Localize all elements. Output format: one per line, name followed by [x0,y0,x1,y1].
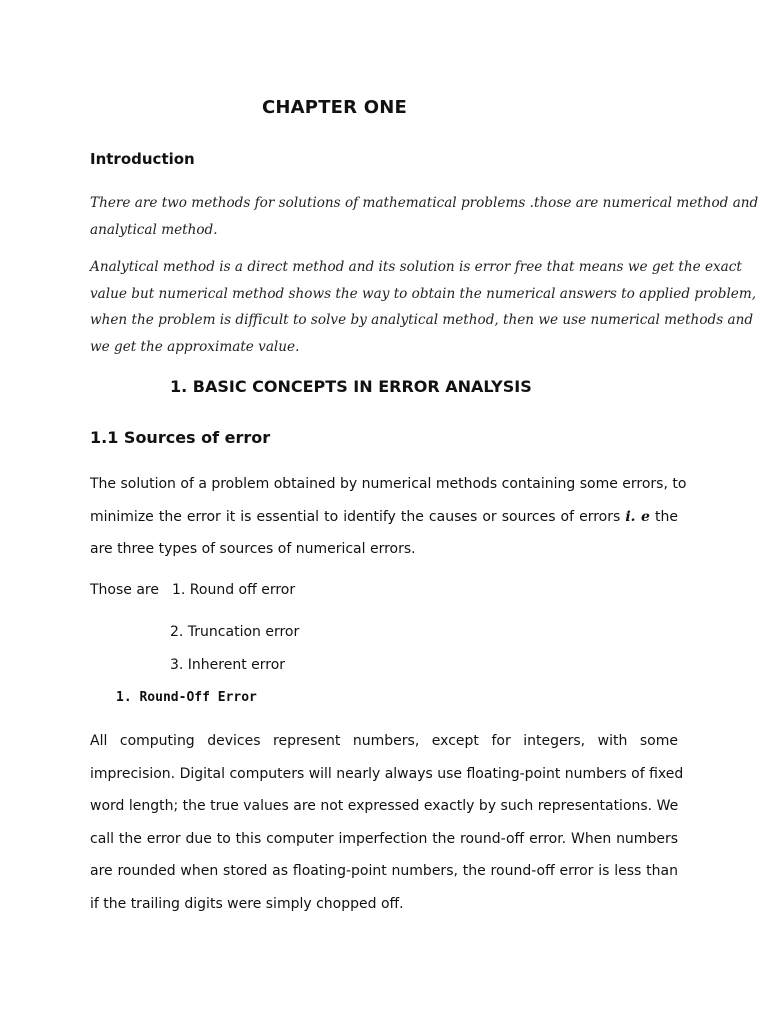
text-segment: minimize the error it is essential to identify the causes or sources of errors [90,508,626,525]
text-line: The solution of a problem obtained by numerical methods containing some errors, to [90,476,687,492]
text-line: imprecision. Digital computers will nearly always use floating-point numbers of fixed [90,765,684,782]
text-line: are three types of sources of numerical errors. [90,541,416,557]
text-line: word length; the true values are not expressed exactly by such representations. We [90,798,679,814]
list-item: 1. Round off error [172,582,296,598]
round-off-error-heading: 1. Round-Off Error [116,690,257,705]
text-line: when the problem is difficult to solve by analytical method, then we use numerical methods and [90,312,754,328]
round-off-paragraph [90,725,684,920]
chapter-title: CHAPTER ONE [262,97,407,118]
sources-paragraph [90,468,687,566]
basic-concepts-heading: 1. BASIC CONCEPTS IN ERROR ANALYSIS [170,377,532,396]
text-line: we get the approximate value. [90,338,300,355]
sources-of-error-heading: 1.1 Sources of error [90,428,271,447]
text-line: There are two methods for solutions of mathematical problems .those are numerical method and [90,195,759,211]
text-line [90,501,678,534]
ie-abbreviation: i. e [625,508,650,525]
intro-paragraph-2 [90,254,757,360]
text-line: if the trailing digits were simply chopped off. [90,895,404,912]
text-line: analytical method. [90,221,218,238]
list-item: 2. Truncation error [170,624,300,640]
those-are-label: Those are [90,582,159,598]
text-segment: the [649,508,678,525]
text-line: Analytical method is a direct method and its solution is error free that means we get the exact [90,259,742,275]
text-line: call the error due to this computer imperfection the round-off error. When numbers [90,830,678,847]
text-line: value but numerical method shows the way to obtain the numerical answers to applied problem, [90,285,757,302]
text-line: All computing devices represent numbers, except for integers, with some [90,733,678,749]
introduction-heading: Introduction [90,150,195,168]
text-line: are rounded when stored as floating-point numbers, the round-off error is less than [90,863,678,879]
intro-paragraph-1 [90,190,759,243]
list-item: 3. Inherent error [170,657,286,673]
